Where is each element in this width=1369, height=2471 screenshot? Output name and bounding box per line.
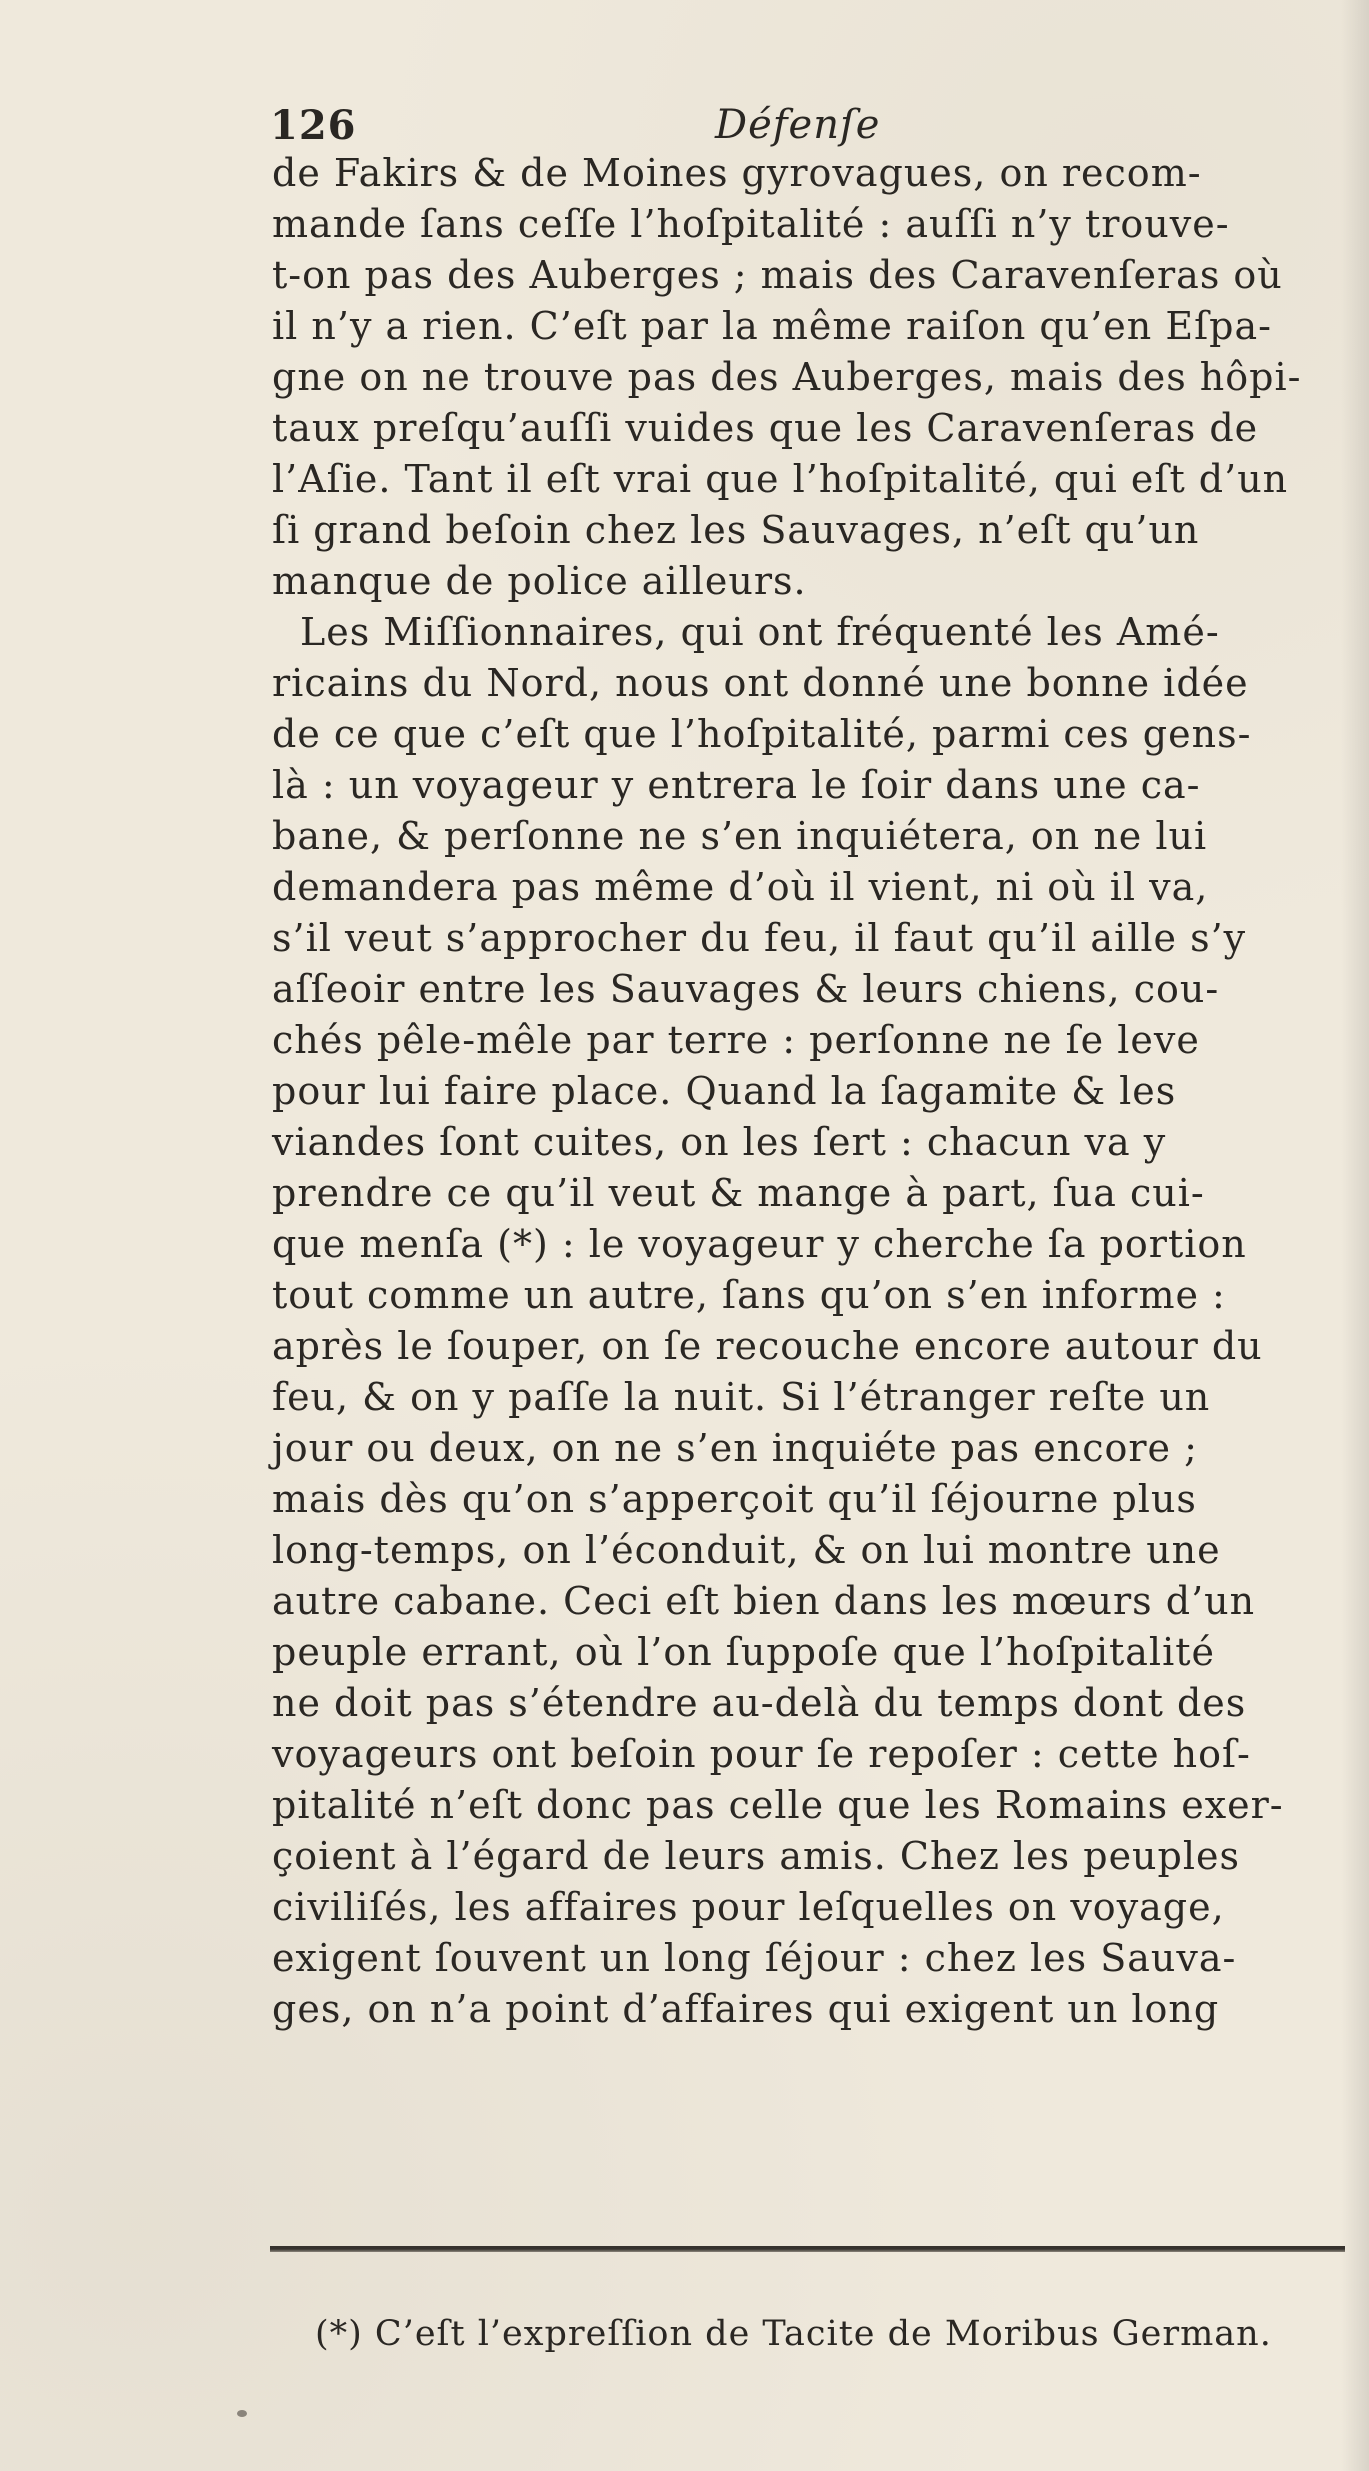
text-line: gne on ne trouve pas des Auberges, mais des hôpi- (272, 355, 1302, 399)
text-line: civiliſés, les affaires pour leſquelles on voyage, (272, 1885, 1225, 1929)
text-line: pitalité n’eſt donc pas celle que les Romains exer- (272, 1783, 1284, 1827)
text-line: viandes ſont cuites, on les ſert : chacun va y (272, 1120, 1167, 1164)
text-line: ricains du Nord, nous ont donné une bonne idée (272, 661, 1249, 705)
footnote-rule (270, 2246, 1345, 2252)
text-line: s’il veut s’approcher du feu, il faut qu’il aille s’y (272, 916, 1247, 960)
paragraph-start-line: Les Miſſionnaires, qui ont fréquenté les Amé- (300, 610, 1220, 654)
footnote: (*) C’eſt l’expreſſion de Tacite de Moribus German. (315, 2314, 1272, 2354)
text-line: prendre ce qu’il veut & mange à part, ſua cui- (272, 1171, 1205, 1215)
text-line: ſi grand beſoin chez les Sauvages, n’eſt qu’un (272, 508, 1200, 552)
text-line: bane, & perſonne ne s’en inquiétera, on ne lui (272, 814, 1208, 858)
text-line: peuple errant, où l’on ſuppoſe que l’hoſpitalité (272, 1630, 1215, 1674)
text-line: tout comme un autre, ſans qu’on s’en informe : (272, 1273, 1226, 1317)
text-line: de ce que c’eſt que l’hoſpitalité, parmi ces gens- (272, 712, 1252, 756)
text-line: manque de police ailleurs. (272, 559, 807, 603)
text-line: de Fakirs & de Moines gyrovagues, on recom- (272, 151, 1202, 195)
text-line: il n’y a rien. C’eſt par la même raiſon qu’en Eſpa- (272, 304, 1272, 348)
page-number: 126 (270, 102, 357, 149)
text-line: ne doit pas s’étendre au-delà du temps dont des (272, 1681, 1247, 1725)
text-line: t-on pas des Auberges ; mais des Caravenſeras où (272, 253, 1283, 297)
text-line: chés pêle-mêle par terre : perſonne ne ſe leve (272, 1018, 1200, 1062)
text-line: l’Aſie. Tant il eſt vrai que l’hoſpitalité, qui eſt d’un (272, 457, 1289, 501)
text-line: aſſeoir entre les Sauvages & leurs chiens, cou- (272, 967, 1220, 1011)
text-line: mais dès qu’on s’apperçoit qu’il ſéjourne plus (272, 1477, 1197, 1521)
page-edge-shadow (1341, 0, 1369, 2471)
page-header (270, 102, 1310, 152)
text-line: autre cabane. Ceci eſt bien dans les mœurs d’un (272, 1579, 1256, 1623)
text-line: pour lui faire place. Quand la ſagamite & les (272, 1069, 1177, 1113)
text-line: là : un voyageur y entrera le ſoir dans une ca- (272, 763, 1201, 807)
text-line: jour ou deux, on ne s’en inquiéte pas encore ; (272, 1426, 1198, 1470)
text-line: demandera pas même d’où il vient, ni où il va, (272, 865, 1209, 909)
text-line: exigent ſouvent un long ſéjour : chez les Sauva- (272, 1936, 1237, 1980)
text-line: long-temps, on l’éconduit, & on lui montre une (272, 1528, 1221, 1572)
text-line: çoient à l’égard de leurs amis. Chez les peuples (272, 1834, 1240, 1878)
running-head: Défenſe (715, 102, 881, 148)
text-line: après le ſouper, on ſe recouche encore autour du (272, 1324, 1263, 1368)
ink-smudge (237, 2410, 247, 2417)
text-line: feu, & on y paſſe la nuit. Si l’étranger reſte un (272, 1375, 1211, 1419)
text-line: mande ſans ceſſe l’hoſpitalité : auſſi n’y trouve- (272, 202, 1230, 246)
text-line: ges, on n’a point d’affaires qui exigent un long (272, 1987, 1220, 2031)
text-line: taux preſqu’auſſi vuides que les Caravenſeras de (272, 406, 1259, 450)
text-line: voyageurs ont beſoin pour ſe repoſer : cette hoſ- (272, 1732, 1251, 1776)
text-line: que menſa (*) : le voyageur y cherche ſa portion (272, 1222, 1247, 1266)
